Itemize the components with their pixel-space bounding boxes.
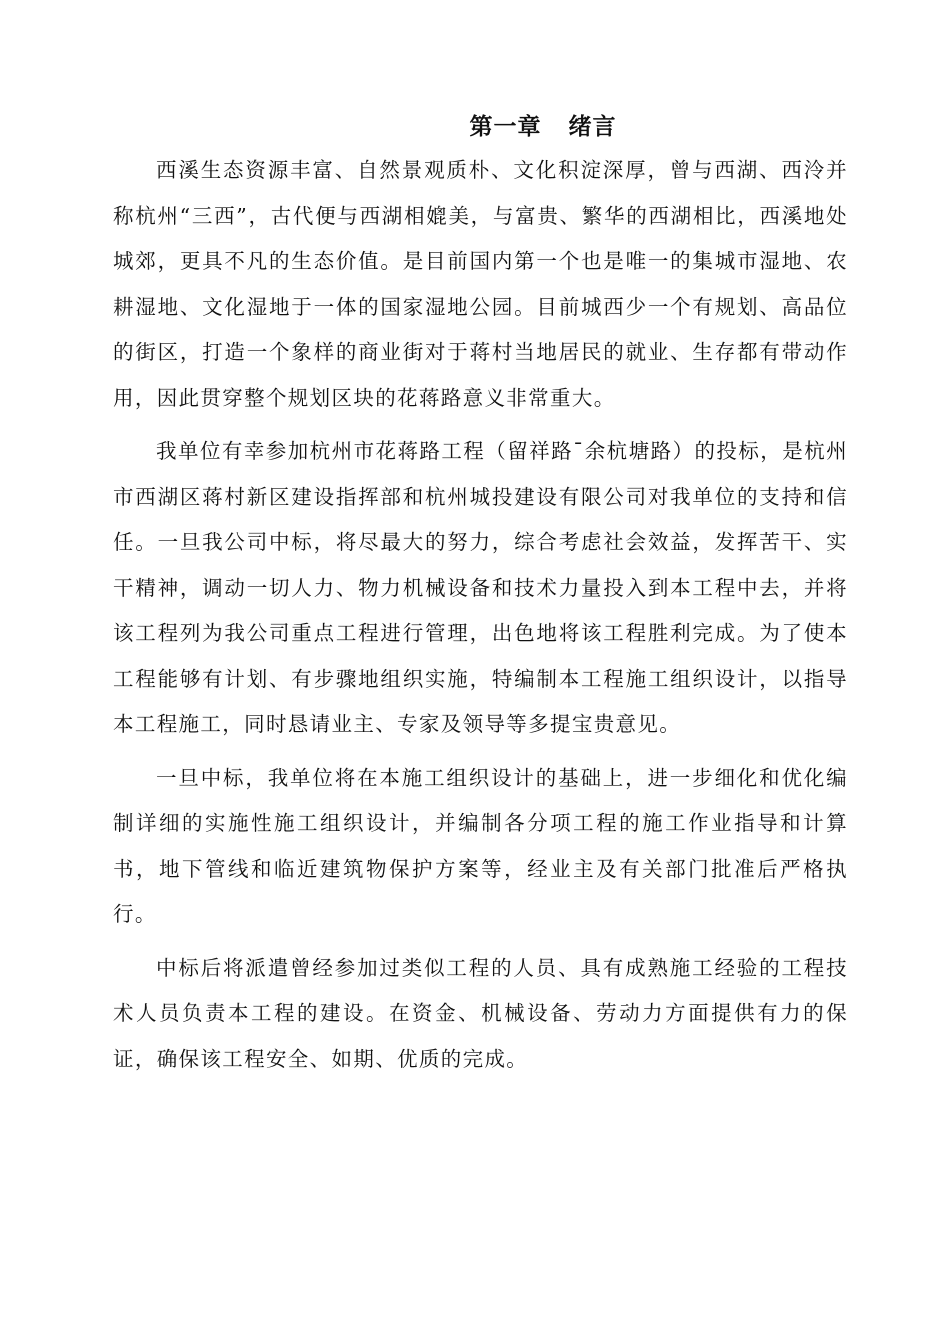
chapter-title: 第一章 绪言 (469, 113, 617, 140)
document-body (113, 148, 848, 1090)
paragraph-plan: 一旦中标，我单位将在本施工组织设计的基础上，进一步细化和优化编制详细的实施性施工组织设计，并编制各分项工程的施工作业指导和计算书，地下管线和临近建筑物保护方案等，经业主及有关部门批准后严格执行。 (113, 765, 848, 926)
paragraph-staff: 中标后将派遣曾经参加过类似工程的人员、具有成熟施工经验的工程技术人员负责本工程的建设。在资金、机械设备、劳动力方面提供有力的保证，确保该工程安全、如期、优质的完成。 (113, 955, 848, 1071)
paragraph-intro: 西溪生态资源丰富、自然景观质朴、文化积淀深厚，曾与西湖、西泠并称杭州“三西”，古代便与西湖相媲美，与富贵、繁华的西湖相比，西溪地处城郊，更具不凡的生态价值。是目前国内第一个也是唯一的集城市湿地、农耕湿地、文化湿地于一体的国家湿地公园。目前城西少一个有规划、高品位的街区，打造一个象样的商业街对于蒋村当地居民的就业、生存都有带动作用，因此贯穿整个规划区块的花蒋路意义非常重大。 (113, 158, 848, 410)
paragraph-bid: 我单位有幸参加杭州市花蒋路工程（留祥路¯余杭塘路）的投标，是杭州市西湖区蒋村新区建设指挥部和杭州城投建设有限公司对我单位的支持和信任。一旦我公司中标，将尽最大的努力，综合考虑社会效益，发挥苦干、实干精神，调动一切人力、物力机械设备和技术力量投入到本工程中去，并将该工程列为我公司重点工程进行管理，出色地将该工程胜利完成。为了使本工程能够有计划、有步骤地组织实施，特编制本工程施工组织设计，以指导本工程施工，同时恳请业主、专家及领导等多提宝贵意见。 (113, 439, 848, 736)
